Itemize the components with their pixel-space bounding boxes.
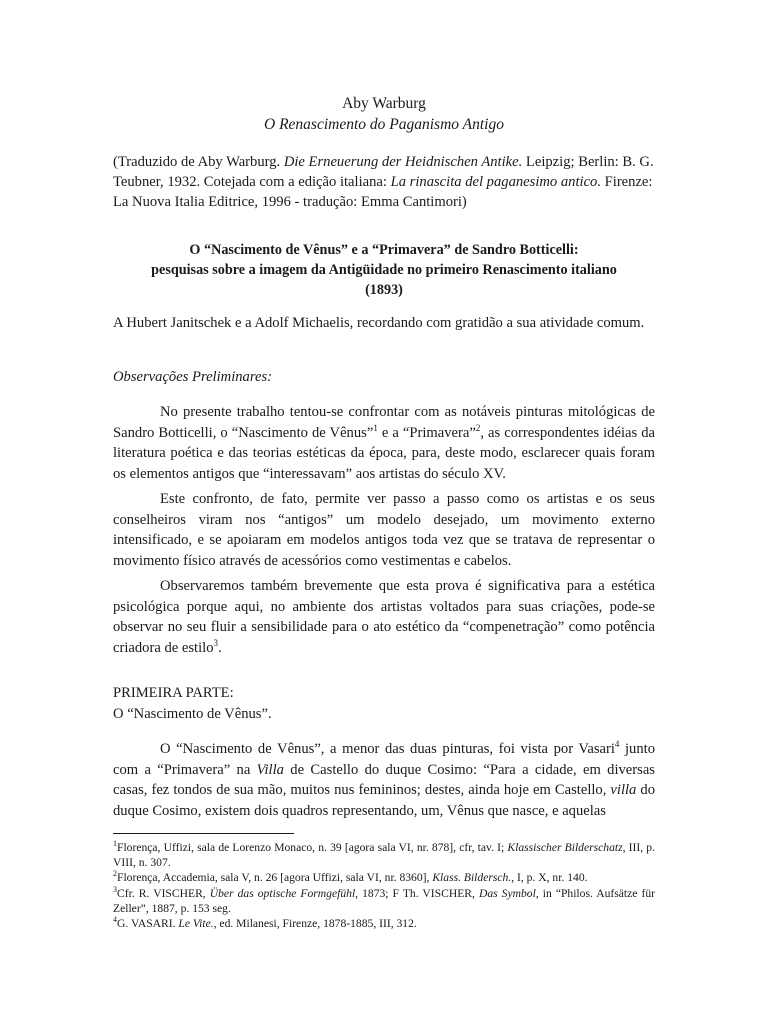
- footnote-text: , ed. Milanesi, Firenze, 1878-1885, III, 312.: [213, 917, 417, 931]
- paragraph: Este confronto, de fato, permite ver passo a passo como os artistas e os seus conselheiros viram nos “antigos” um modelo desejado, um movimento externo intensificado, e se apoiaram em modelos antigos toda vez que se tratava de representar o movimento físico através de acessórios como vestimentas e cabelos.: [113, 491, 655, 569]
- paragraph: [113, 739, 655, 821]
- part-heading-line: PRIMEIRA PARTE:: [113, 685, 234, 701]
- essay-title-line: O “Nascimento de Vênus” e a “Primavera” de Sandro Botticelli:: [189, 242, 579, 258]
- dedication: A Hubert Janitschek e a Adolf Michaelis, recordando com gratidão a sua atividade comum.: [113, 315, 645, 331]
- footnote-text: , I, p. X, nr. 140.: [511, 871, 588, 885]
- part-heading-line: O “Nascimento de Vênus”.: [113, 705, 272, 722]
- paragraph-text: No presente trabalho tentou-se confrontar com as notáveis pinturas mitológicas de Sandro Botticelli, o “Nascimento de Vênus”: [113, 404, 655, 441]
- preliminary-heading: Observações Preliminares:: [113, 369, 273, 385]
- footnote-number: 4: [113, 915, 117, 925]
- footnote-number: 2: [113, 869, 117, 879]
- translation-note-text: Leipzig; Berlin: B. G. Teubner, 1932. Cotejada com a edição italiana:: [113, 154, 654, 190]
- footnote-ref[interactable]: 2: [475, 422, 481, 433]
- german-title: Die Erneuerung der Heidnischen Antike.: [283, 154, 523, 170]
- footnote-text: , III, p. VIII, n. 307.: [113, 841, 655, 870]
- essay-title: [113, 240, 655, 300]
- footnote-text: Cfr. R. VISCHER,: [117, 886, 210, 900]
- footnote-title: Le Vite.: [178, 917, 214, 931]
- paragraph-text: de Castello do duque Cosimo: “Para a cidade, em diversas casas, fez tondos de sua mão, muitos nus femininos; destes, ainda hoje em Castello,: [113, 761, 655, 799]
- author-name: Aby Warburg: [342, 95, 426, 112]
- italic-word: villa: [610, 782, 637, 799]
- paragraph-text: , as correspondentes idéias da literatura poética e das teorias estéticas da época, para, deste modo, esclarecer quais foram os elementos antigos que “interessavam” aos artistas do século XV.: [113, 424, 655, 482]
- translation-note-text: (Traduzido de Aby Warburg.: [113, 154, 284, 170]
- part-heading: [113, 683, 655, 724]
- essay-year: (1893): [365, 282, 403, 298]
- footnote: [113, 840, 655, 870]
- paragraph-text: .: [218, 639, 222, 656]
- paragraph-text: Observaremos também brevemente que esta prova é significativa para a estética psicológica porque aqui, no ambiente dos artistas voltados para suas criações, pode-se observar no seu fluir a sensibilidade para o ato estético da “compenetração” como potência criadora de estilo: [113, 578, 655, 656]
- footnote-text: Florença, Accademia, sala V, n. 26 [agora Uffizi, sala VI, nr. 8360],: [117, 871, 433, 885]
- footnote-text: G. VASARI.: [117, 917, 179, 931]
- paragraph-text: do duque Cosimo, existem dois quadros representando, um, Vênus que nasce, e aquelas: [113, 782, 655, 819]
- footnote: [113, 870, 655, 885]
- footnote-title: Das Symbol: [478, 886, 536, 900]
- paragraph-text: junto com a “Primavera” na: [113, 741, 655, 778]
- footnote-text: Florença, Uffizi, sala de Lorenzo Monaco, n. 39 [agora sala VI, nr. 878], cfr, tav. I;: [117, 841, 508, 854]
- footnote-divider: [113, 833, 294, 834]
- italic-word: Villa: [256, 761, 284, 778]
- footnote-text: , 1873; F Th. VISCHER,: [355, 886, 479, 900]
- footnotes: [113, 840, 655, 931]
- italian-title: La rinascita del paganesimo antico.: [390, 174, 601, 190]
- paragraph: [113, 402, 655, 484]
- footnote-ref[interactable]: 1: [373, 422, 378, 433]
- footnote: [113, 916, 655, 931]
- paragraph-text: O “Nascimento de Vênus”, a menor das duas pinturas, foi vista por Vasari: [160, 741, 615, 757]
- footnote-number: 3: [113, 884, 117, 894]
- paragraph: [113, 576, 655, 658]
- essay-title-line: pesquisas sobre a imagem da Antigüidade no primeiro Renascimento italiano: [151, 262, 617, 278]
- footnote-number: 1: [113, 839, 117, 849]
- translation-note-text: Firenze: La Nuova Italia Editrice, 1996 - tradução: Emma Cantimori): [113, 174, 653, 210]
- footnote: [113, 886, 655, 916]
- work-title: O Renascimento do Paganismo Antigo: [264, 116, 504, 133]
- footnote-title: Klassischer Bilderschatz: [507, 841, 623, 854]
- footnote-title: Über das optische Formgefühl: [209, 886, 356, 900]
- translation-note: [113, 152, 655, 212]
- footnote-ref[interactable]: 4: [614, 739, 620, 750]
- footnote-text: , in “Philos. Aufsätze für Zeller”, 1887, p. 153 seg.: [113, 886, 656, 915]
- paragraph-text: e a “Primavera”: [377, 424, 476, 441]
- footnote-ref[interactable]: 3: [213, 637, 218, 648]
- footnote-title: Klass. Bildersch.: [432, 871, 512, 885]
- section-heading: [113, 367, 655, 388]
